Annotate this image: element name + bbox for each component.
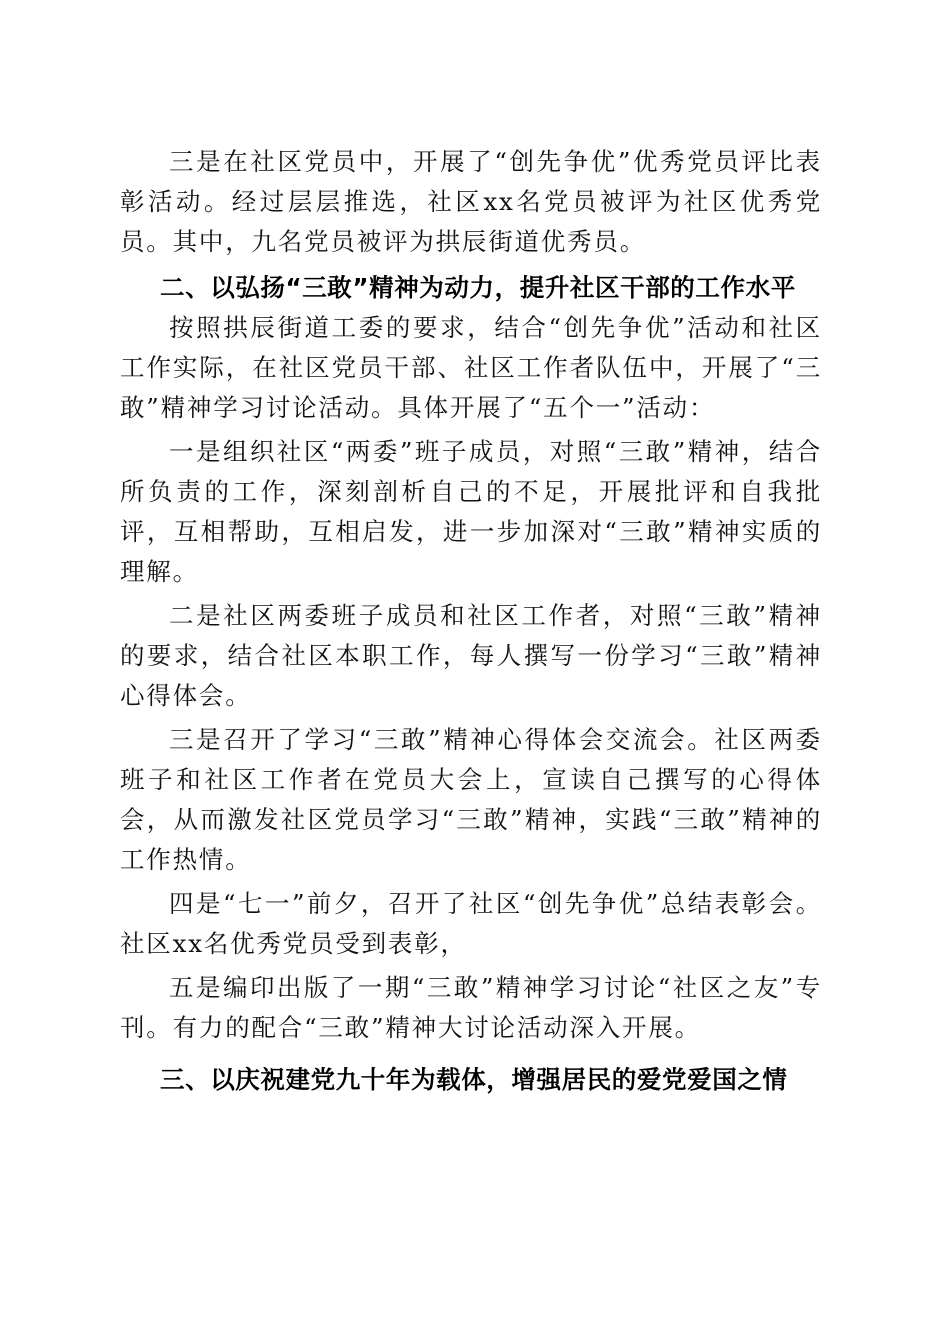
paragraph-activity-two: 二是社区两委班子成员和社区工作者，对照“三敢”精神的要求，结合社区本职工作，每人撰写一份学习“三敢”精神心得体会。: [120, 601, 822, 710]
paragraph-excellent-members: 三是在社区党员中，开展了“创先争优”优秀党员评比表彰活动。经过层层推选，社区xx名党员被评为社区优秀党员。其中，九名党员被评为拱辰街道优秀员。: [120, 147, 822, 256]
paragraph-activity-one: 一是组织社区“两委”班子成员，对照“三敢”精神，结合所负责的工作，深刻剖析自己的不足，开展批评和自我批评，互相帮助，互相启发，进一步加深对“三敢”精神实质的理解。: [120, 437, 822, 586]
section-heading-two: 二、以弘扬“三敢”精神为动力，提升社区干部的工作水平: [160, 273, 796, 302]
paragraph-activity-three: 三是召开了学习“三敢”精神心得体会交流会。社区两委班子和社区工作者在党员大会上，宣读自己撰写的心得体会，从而激发社区党员学习“三敢”精神，实践“三敢”精神的工作热情。: [120, 725, 822, 874]
paragraph-activity-four: 四是“七一”前夕，召开了社区“创先争优”总结表彰会。社区xx名优秀党员受到表彰，: [120, 889, 822, 958]
section-heading-three: 三、以庆祝建党九十年为载体，增强居民的爱党爱国之情: [160, 1065, 788, 1094]
document-body: [120, 142, 822, 1100]
paragraph-activity-five: 五是编印出版了一期“三敢”精神学习讨论“社区之友”专刊。有力的配合“三敢”精神大讨论活动深入开展。: [120, 973, 822, 1042]
paragraph-three-dare-intro: 按照拱辰街道工委的要求，结合“创先争优”活动和社区工作实际，在社区党员干部、社区工作者队伍中，开展了“三敢”精神学习讨论活动。具体开展了“五个一”活动：: [120, 313, 822, 422]
